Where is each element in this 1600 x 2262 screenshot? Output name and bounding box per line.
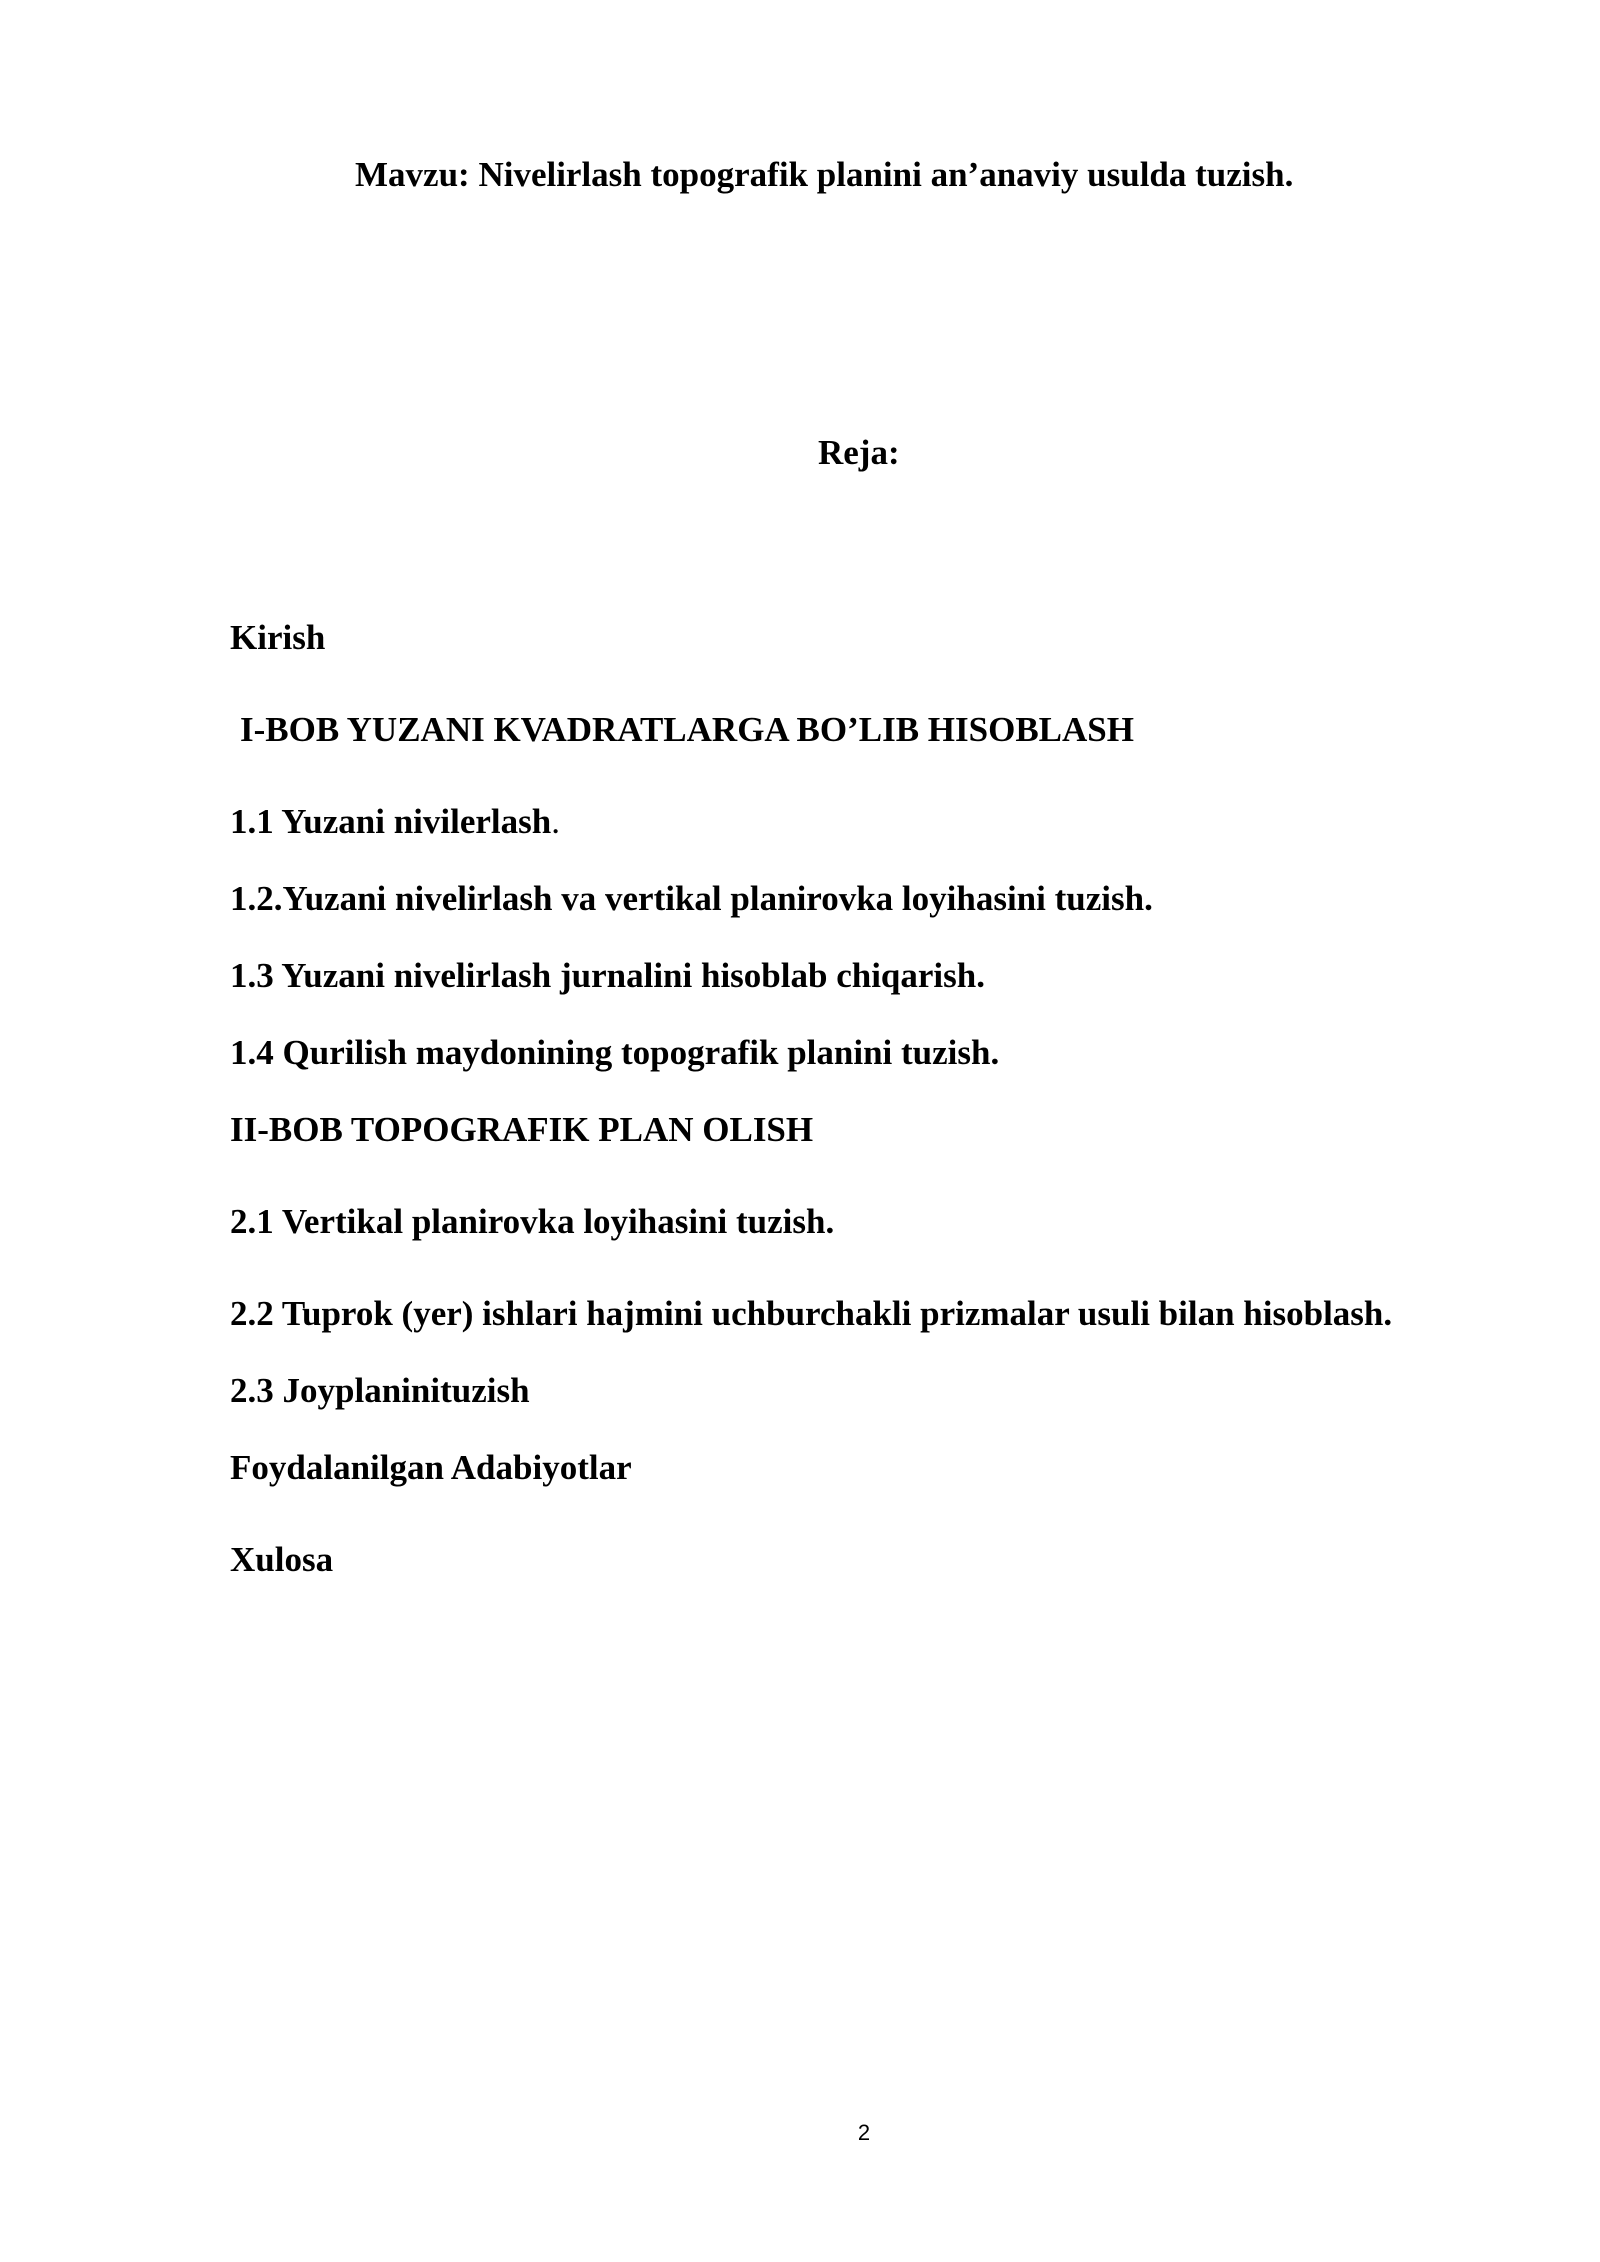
toc-item-kirish: Kirish bbox=[230, 618, 326, 657]
toc-item-references: Foydalanilgan Adabiyotlar bbox=[230, 1448, 632, 1487]
toc-item-chapter-1: I-BOB YUZANI KVADRATLARGA BO’LIB HISOBLASH bbox=[240, 710, 1134, 749]
toc-item-2-1: 2.1 Vertikal planirovka loyihasini tuzish. bbox=[230, 1202, 835, 1241]
toc-item-1-1 bbox=[230, 800, 560, 844]
page-number: 2 bbox=[857, 2120, 871, 2145]
toc-item-2-3: 2.3 Joyplaninituzish bbox=[230, 1371, 530, 1410]
toc-item-1-1-suffix: . bbox=[551, 802, 560, 841]
toc-item-1-4: 1.4 Qurilish maydonining topografik planini tuzish. bbox=[230, 1033, 1000, 1072]
toc-item-1-3: 1.3 Yuzani nivelirlash jurnalini hisoblab chiqarish. bbox=[230, 956, 985, 995]
toc-item-conclusion: Xulosa bbox=[230, 1540, 334, 1579]
plan-heading: Reja: bbox=[818, 433, 900, 472]
toc-item-1-2: 1.2.Yuzani nivelirlash va vertikal planirovka loyihasini tuzish. bbox=[230, 879, 1153, 918]
toc-item-1-1-text: 1.1 Yuzani nivilerlash bbox=[230, 802, 552, 841]
toc-item-chapter-2: II-BOB TOPOGRAFIK PLAN OLISH bbox=[230, 1110, 814, 1149]
toc-item-2-2: 2.2 Tuprok (yer) ishlari hajmini uchburchakli prizmalar usuli bilan hisoblash. bbox=[230, 1294, 1393, 1333]
document-title: Mavzu: Nivelirlash topografik planini an’anaviy usulda tuzish. bbox=[355, 155, 1294, 194]
